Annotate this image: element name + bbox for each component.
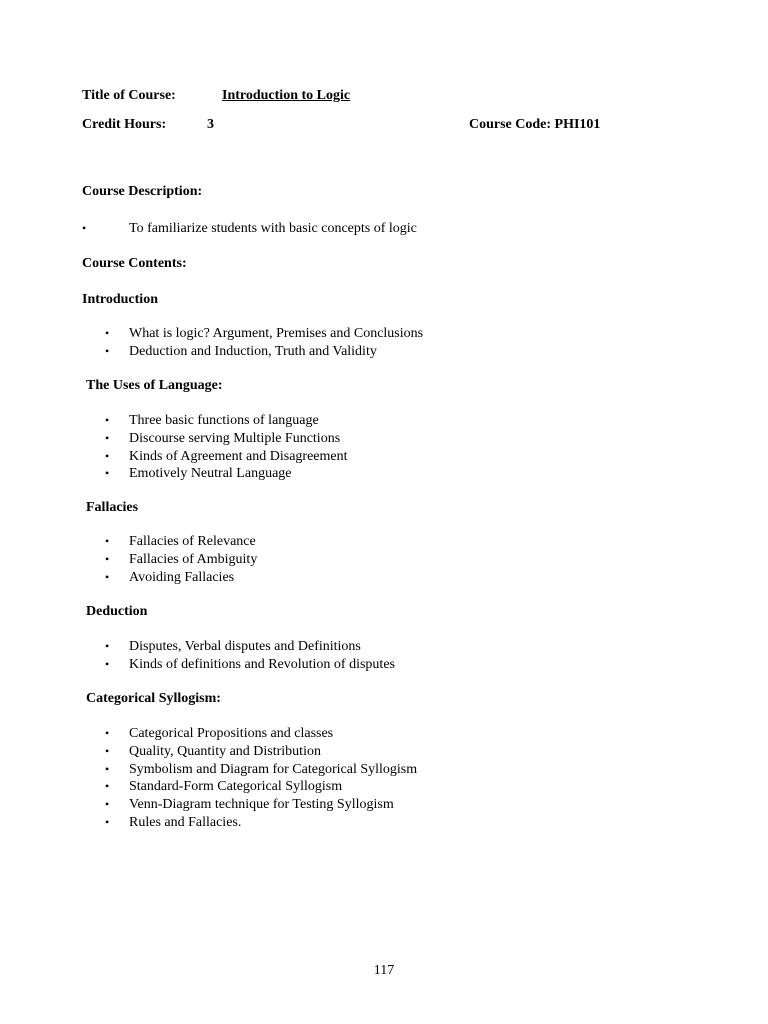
course-code <box>469 116 600 134</box>
section-heading-categorical-syllogism: Categorical Syllogism: <box>86 691 221 706</box>
section-list-deduction <box>105 638 395 674</box>
list-item <box>105 638 395 656</box>
bullet-icon: • <box>105 797 110 812</box>
bullet-icon: • <box>105 343 110 358</box>
list-item-text: Three basic functions of language <box>129 413 319 428</box>
section-list-introduction <box>105 325 423 361</box>
section-heading-uses-of-language: The Uses of Language: <box>86 378 223 393</box>
list-item <box>105 778 417 796</box>
list-item <box>105 325 423 343</box>
course-title-label: Title of Course: <box>82 88 176 103</box>
section-heading-introduction: Introduction <box>82 292 158 307</box>
bullet-icon: • <box>82 221 87 235</box>
bullet-icon: • <box>105 413 110 427</box>
list-item-text: Emotively Neutral Language <box>129 466 292 482</box>
list-item-text: Deduction and Induction, Truth and Validity <box>129 343 377 359</box>
course-code-label: Course Code: <box>469 117 552 132</box>
list-item <box>105 448 348 466</box>
list-item <box>82 220 417 238</box>
list-item-text: Quality, Quantity and Distribution <box>129 743 321 759</box>
page-number: 117 <box>373 963 395 978</box>
course-code-value: PHI101 <box>554 117 601 132</box>
bullet-icon: • <box>105 430 110 445</box>
list-item-text: What is logic? Argument, Premises and Conclusions <box>129 326 424 341</box>
bullet-icon: • <box>105 639 110 653</box>
list-item <box>105 533 257 551</box>
list-item <box>105 725 417 743</box>
bullet-icon: • <box>105 326 110 340</box>
list-item <box>105 430 348 448</box>
list-item-text: Kinds of Agreement and Disagreement <box>129 448 348 464</box>
list-item <box>105 551 257 569</box>
list-item-text: Venn-Diagram technique for Testing Syllogism <box>129 797 394 813</box>
list-item <box>105 743 417 761</box>
list-item <box>105 465 348 483</box>
credit-hours-value: 3 <box>207 117 214 132</box>
bullet-icon: • <box>105 569 110 584</box>
list-item-text: Disputes, Verbal disputes and Definitions <box>129 639 361 654</box>
course-title-value: Introduction to Logic <box>222 88 351 103</box>
list-item-text: Discourse serving Multiple Functions <box>129 430 341 446</box>
bullet-icon: • <box>105 534 110 548</box>
bullet-icon: • <box>105 656 110 671</box>
list-item-text: Symbolism and Diagram for Categorical Syllogism <box>129 761 418 777</box>
list-item <box>105 796 417 814</box>
list-item <box>105 761 417 779</box>
bullet-icon: • <box>105 726 110 740</box>
list-item <box>105 656 395 674</box>
list-item-text: Rules and Fallacies. <box>129 814 242 830</box>
list-item <box>105 569 257 587</box>
list-item <box>105 412 348 430</box>
credit-hours-label: Credit Hours: <box>82 117 167 132</box>
course-contents-heading: Course Contents: <box>82 256 187 271</box>
section-list-categorical-syllogism <box>105 725 417 832</box>
section-heading-fallacies: Fallacies <box>86 500 139 515</box>
list-item-text: Fallacies of Relevance <box>129 534 256 549</box>
list-item-text: Categorical Propositions and classes <box>129 726 334 741</box>
section-list-fallacies <box>105 533 257 586</box>
section-heading-deduction: Deduction <box>86 604 148 619</box>
list-item <box>105 814 417 832</box>
list-item-text: Fallacies of Ambiguity <box>129 551 258 567</box>
course-description-heading: Course Description: <box>82 184 203 199</box>
bullet-icon: • <box>105 779 110 794</box>
description-list <box>82 220 417 238</box>
bullet-icon: • <box>105 551 110 566</box>
list-item-text: Standard-Form Categorical Syllogism <box>129 779 343 795</box>
bullet-icon: • <box>105 814 110 829</box>
list-item-text: Kinds of definitions and Revolution of disputes <box>129 656 395 672</box>
bullet-icon: • <box>105 761 110 776</box>
bullet-icon: • <box>105 448 110 463</box>
bullet-icon: • <box>105 743 110 758</box>
section-list-uses-of-language <box>105 412 348 483</box>
list-item <box>105 343 423 361</box>
list-item-text: To familiarize students with basic concepts of logic <box>129 221 417 236</box>
bullet-icon: • <box>105 466 110 481</box>
list-item-text: Avoiding Fallacies <box>129 569 235 585</box>
